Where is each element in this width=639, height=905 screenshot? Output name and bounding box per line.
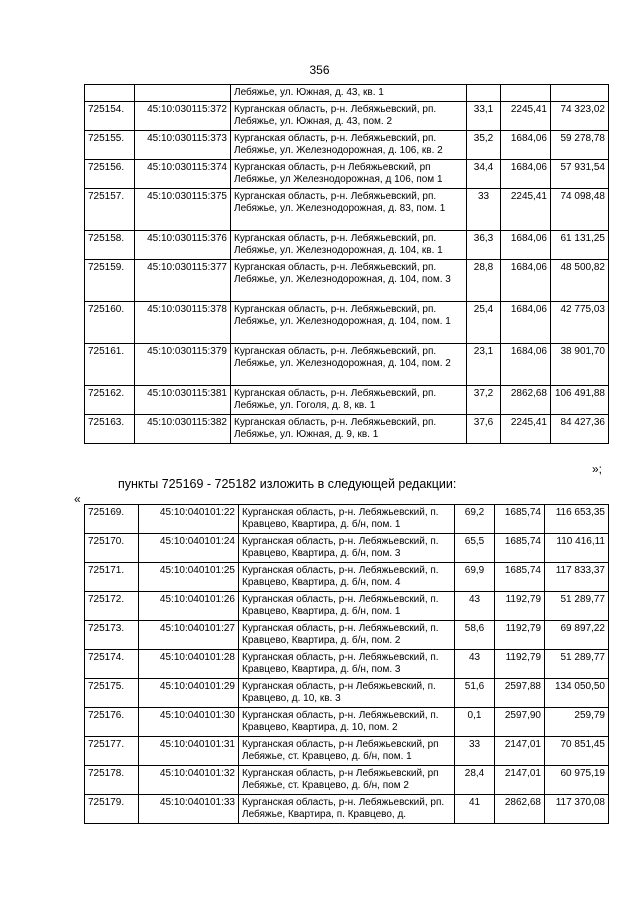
address-cell: Курганская область, р-н Лебяжьевский, п. Кравцево, д. 10, кв. 3: [239, 679, 455, 708]
row-number-cell: 725178.: [85, 766, 139, 795]
address-cell: Курганская область, р-н Лебяжьевский, рп Лебяжье, ст. Кравцево, д. б/н, пом 2: [239, 766, 455, 795]
area-cell: 33,1: [467, 102, 501, 131]
cadastral-number-cell: 45:10:040101:28: [139, 650, 239, 679]
unit-price-cell: 1684,06: [501, 231, 551, 260]
row-number-cell: [85, 85, 135, 102]
total-value-cell: 51 289,77: [545, 592, 609, 621]
total-value-cell: 117 833,37: [545, 563, 609, 592]
opening-quote: «: [74, 492, 81, 506]
cadastral-number-cell: 45:10:030115:382: [135, 415, 231, 444]
total-value-cell: 60 975,19: [545, 766, 609, 795]
unit-price-cell: 1685,74: [495, 534, 545, 563]
address-cell: Курганская область, р-н. Лебяжьевский, рп. Лебяжье, ул. Железнодорожная, д. 104, пом. 2: [231, 344, 467, 386]
area-cell: 37,6: [467, 415, 501, 444]
total-value-cell: 74 098,48: [551, 189, 609, 231]
table-row: [85, 102, 609, 131]
row-number-cell: 725159.: [85, 260, 135, 302]
table-row: [85, 260, 609, 302]
address-cell: Курганская область, р-н. Лебяжьевский, рп. Лебяжье, ул. Железнодорожная, д. 104, пом. 1: [231, 302, 467, 344]
area-cell: 0,1: [455, 708, 495, 737]
area-cell: 69,2: [455, 505, 495, 534]
cadastral-number-cell: 45:10:030115:372: [135, 102, 231, 131]
cadastral-number-cell: 45:10:040101:27: [139, 621, 239, 650]
total-value-cell: 42 775,03: [551, 302, 609, 344]
unit-price-cell: 1192,79: [495, 592, 545, 621]
cadastral-number-cell: 45:10:030115:377: [135, 260, 231, 302]
table-row: [85, 592, 609, 621]
unit-price-cell: 2597,90: [495, 708, 545, 737]
table-row: [85, 131, 609, 160]
total-value-cell: 110 416,11: [545, 534, 609, 563]
unit-price-cell: 1684,06: [501, 131, 551, 160]
total-value-cell: 74 323,02: [551, 102, 609, 131]
row-number-cell: 725176.: [85, 708, 139, 737]
row-number-cell: 725179.: [85, 795, 139, 824]
address-cell: Курганская область, р-н Лебяжьевский, рп Лебяжье, ул Железнодорожная, д 106, пом 1: [231, 160, 467, 189]
property-table-2: [84, 504, 609, 824]
row-number-cell: 725160.: [85, 302, 135, 344]
unit-price-cell: 2147,01: [495, 766, 545, 795]
unit-price-cell: 1192,79: [495, 650, 545, 679]
cadastral-number-cell: 45:10:030115:381: [135, 386, 231, 415]
page-number: 356: [309, 63, 330, 77]
total-value-cell: 70 851,45: [545, 737, 609, 766]
address-cell: Курганская область, р-н. Лебяжьевский, п. Кравцево, Квартира, д. 10, пом. 2: [239, 708, 455, 737]
cadastral-number-cell: 45:10:040101:22: [139, 505, 239, 534]
address-cell: Курганская область, р-н. Лебяжьевский, рп. Лебяжье, ул. Железнодорожная, д. 83, пом. 1: [231, 189, 467, 231]
closing-quote: »;: [592, 462, 603, 476]
unit-price-cell: 2597,88: [495, 679, 545, 708]
row-number-cell: 725154.: [85, 102, 135, 131]
row-number-cell: 725163.: [85, 415, 135, 444]
cadastral-number-cell: 45:10:030115:378: [135, 302, 231, 344]
area-cell: 35,2: [467, 131, 501, 160]
table-row: [85, 650, 609, 679]
unit-price-cell: 2147,01: [495, 737, 545, 766]
total-value-cell: 134 050,50: [545, 679, 609, 708]
row-number-cell: 725161.: [85, 344, 135, 386]
table-row: [85, 737, 609, 766]
cadastral-number-cell: 45:10:040101:24: [139, 534, 239, 563]
area-cell: 43: [455, 592, 495, 621]
unit-price-cell: 1684,06: [501, 160, 551, 189]
row-number-cell: 725156.: [85, 160, 135, 189]
address-cell: Курганская область, р-н. Лебяжьевский, рп. Лебяжье, ул. Южная, д. 9, кв. 1: [231, 415, 467, 444]
amendment-instruction: пункты 725169 - 725182 изложить в следующей редакции:: [118, 477, 457, 491]
total-value-cell: 51 289,77: [545, 650, 609, 679]
cadastral-number-cell: [135, 85, 231, 102]
cadastral-number-cell: 45:10:040101:29: [139, 679, 239, 708]
area-cell: 34,4: [467, 160, 501, 189]
table-row: [85, 766, 609, 795]
area-cell: 37,2: [467, 386, 501, 415]
row-number-cell: 725155.: [85, 131, 135, 160]
area-cell: 33: [455, 737, 495, 766]
total-value-cell: 106 491,88: [551, 386, 609, 415]
unit-price-cell: 1684,06: [501, 302, 551, 344]
address-cell: Курганская область, р-н. Лебяжьевский, рп. Лебяжье, ул. Железнодорожная, д. 106, кв. 2: [231, 131, 467, 160]
unit-price-cell: 2245,41: [501, 189, 551, 231]
address-cell: Курганская область, р-н. Лебяжьевский, рп. Лебяжье, Квартира, п. Кравцево, д.: [239, 795, 455, 824]
area-cell: 28,8: [467, 260, 501, 302]
table-row: [85, 386, 609, 415]
unit-price-cell: 1684,06: [501, 260, 551, 302]
area-cell: 65,5: [455, 534, 495, 563]
table-row: [85, 189, 609, 231]
table-row: [85, 415, 609, 444]
address-cell: Курганская область, р-н. Лебяжьевский, п. Кравцево, Квартира, д. б/н, пом. 1: [239, 505, 455, 534]
unit-price-cell: 1685,74: [495, 563, 545, 592]
address-cell: Лебяжье, ул. Южная, д. 43, кв. 1: [231, 85, 467, 102]
unit-price-cell: 1684,06: [501, 344, 551, 386]
total-value-cell: 116 653,35: [545, 505, 609, 534]
total-value-cell: 57 931,54: [551, 160, 609, 189]
row-number-cell: 725174.: [85, 650, 139, 679]
unit-price-cell: [501, 85, 551, 102]
cadastral-number-cell: 45:10:030115:379: [135, 344, 231, 386]
table-row: [85, 231, 609, 260]
area-cell: 41: [455, 795, 495, 824]
cadastral-number-cell: 45:10:040101:31: [139, 737, 239, 766]
table-row: [85, 505, 609, 534]
total-value-cell: 259,79: [545, 708, 609, 737]
area-cell: 58,6: [455, 621, 495, 650]
table-row: [85, 708, 609, 737]
table-row: [85, 679, 609, 708]
table-row: [85, 563, 609, 592]
total-value-cell: 38 901,70: [551, 344, 609, 386]
property-table-1: [84, 84, 609, 444]
row-number-cell: 725171.: [85, 563, 139, 592]
unit-price-cell: 2862,68: [495, 795, 545, 824]
row-number-cell: 725157.: [85, 189, 135, 231]
cadastral-number-cell: 45:10:040101:30: [139, 708, 239, 737]
table-row: [85, 621, 609, 650]
table-row: [85, 534, 609, 563]
address-cell: Курганская область, р-н. Лебяжьевский, п. Кравцево, Квартира, д. б/н, пом. 3: [239, 650, 455, 679]
cadastral-number-cell: 45:10:040101:25: [139, 563, 239, 592]
area-cell: 25,4: [467, 302, 501, 344]
address-cell: Курганская область, р-н. Лебяжьевский, п. Кравцево, Квартира, д. б/н, пом. 3: [239, 534, 455, 563]
area-cell: 36,3: [467, 231, 501, 260]
row-number-cell: 725170.: [85, 534, 139, 563]
total-value-cell: 48 500,82: [551, 260, 609, 302]
unit-price-cell: 1685,74: [495, 505, 545, 534]
total-value-cell: 69 897,22: [545, 621, 609, 650]
total-value-cell: 61 131,25: [551, 231, 609, 260]
table-row: [85, 160, 609, 189]
area-cell: 69,9: [455, 563, 495, 592]
area-cell: 33: [467, 189, 501, 231]
cadastral-number-cell: 45:10:040101:26: [139, 592, 239, 621]
row-number-cell: 725172.: [85, 592, 139, 621]
total-value-cell: 84 427,36: [551, 415, 609, 444]
address-cell: Курганская область, р-н. Лебяжьевский, п. Кравцево, Квартира, д. б/н, пом. 2: [239, 621, 455, 650]
area-cell: 23,1: [467, 344, 501, 386]
row-number-cell: 725177.: [85, 737, 139, 766]
total-value-cell: [551, 85, 609, 102]
address-cell: Курганская область, р-н. Лебяжьевский, п. Кравцево, Квартира, д. б/н, пом. 1: [239, 592, 455, 621]
table-row: [85, 85, 609, 102]
address-cell: Курганская область, р-н. Лебяжьевский, рп. Лебяжье, ул. Железнодорожная, д. 104, пом. 3: [231, 260, 467, 302]
row-number-cell: 725158.: [85, 231, 135, 260]
address-cell: Курганская область, р-н Лебяжьевский, рп Лебяжье, ст. Кравцево, д. б/н, пом. 1: [239, 737, 455, 766]
total-value-cell: 59 278,78: [551, 131, 609, 160]
table-row: [85, 795, 609, 824]
cadastral-number-cell: 45:10:040101:32: [139, 766, 239, 795]
total-value-cell: 117 370,08: [545, 795, 609, 824]
address-cell: Курганская область, р-н. Лебяжьевский, рп. Лебяжье, ул. Гоголя, д. 8, кв. 1: [231, 386, 467, 415]
table-row: [85, 344, 609, 386]
table-row: [85, 302, 609, 344]
area-cell: 43: [455, 650, 495, 679]
cadastral-number-cell: 45:10:030115:375: [135, 189, 231, 231]
row-number-cell: 725175.: [85, 679, 139, 708]
row-number-cell: 725173.: [85, 621, 139, 650]
area-cell: 51,6: [455, 679, 495, 708]
cadastral-number-cell: 45:10:030115:376: [135, 231, 231, 260]
unit-price-cell: 2245,41: [501, 102, 551, 131]
unit-price-cell: 2862,68: [501, 386, 551, 415]
unit-price-cell: 2245,41: [501, 415, 551, 444]
area-cell: [467, 85, 501, 102]
row-number-cell: 725169.: [85, 505, 139, 534]
area-cell: 28,4: [455, 766, 495, 795]
cadastral-number-cell: 45:10:030115:373: [135, 131, 231, 160]
cadastral-number-cell: 45:10:030115:374: [135, 160, 231, 189]
cadastral-number-cell: 45:10:040101:33: [139, 795, 239, 824]
row-number-cell: 725162.: [85, 386, 135, 415]
address-cell: Курганская область, р-н. Лебяжьевский, п. Кравцево, Квартира, д. б/н, пом. 4: [239, 563, 455, 592]
unit-price-cell: 1192,79: [495, 621, 545, 650]
address-cell: Курганская область, р-н. Лебяжьевский, рп. Лебяжье, ул. Южная, д. 43, пом. 2: [231, 102, 467, 131]
address-cell: Курганская область, р-н. Лебяжьевский, рп. Лебяжье, ул. Железнодорожная, д. 104, кв. 1: [231, 231, 467, 260]
